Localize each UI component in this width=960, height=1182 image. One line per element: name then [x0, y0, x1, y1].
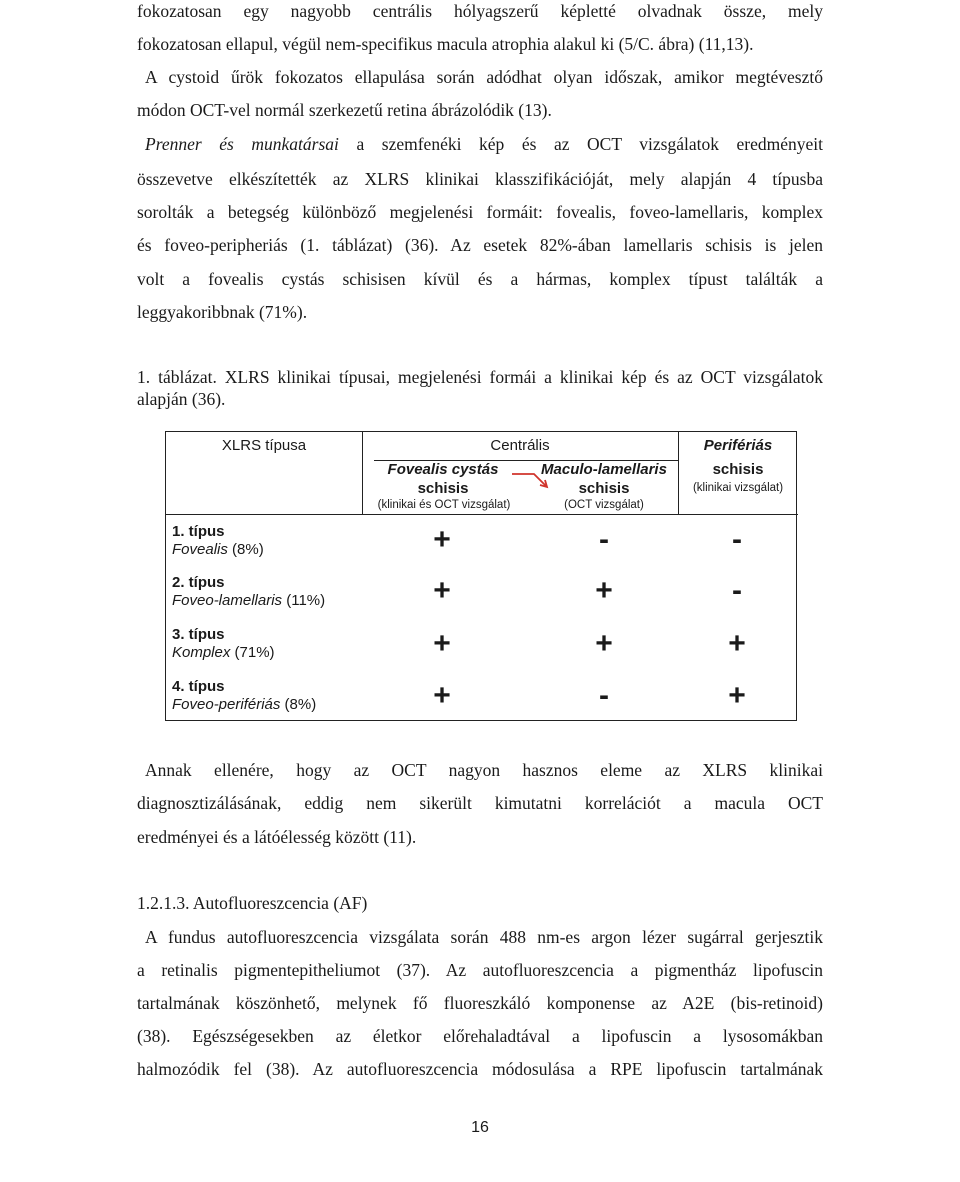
paragraph-line: módon OCT-vel normál szerkezetű retina ábrázolódik (13).	[137, 100, 552, 120]
paragraph-line: a retinalis pigmentepitheliumot (37). Az autofluoreszcencia a pigmentház lipofuscin	[137, 960, 823, 980]
paragraph-line: sorolták a betegség különböző megjelenési formáit: fovealis, foveo-lamellaris, komplex	[137, 202, 823, 222]
table-cell: -	[732, 574, 742, 607]
section-heading: 1.2.1.3. Autofluoreszcencia (AF)	[137, 893, 368, 913]
paragraph-line: A fundus autofluoreszcencia vizsgálata során 488 nm-es argon lézer sugárral gerjesztik	[145, 927, 823, 947]
paragraph-line: (38). Egészségesekben az életkor előrehaladtával a lipofuscin a lysosomákban	[137, 1026, 823, 1046]
paragraph-line: halmozódik fel (38). Az autofluoreszcencia módosulása a RPE lipofuscin tartalmának	[137, 1059, 823, 1079]
table-cell: +	[595, 627, 613, 660]
xlrs-type-header: XLRS típusa	[221, 437, 307, 454]
paragraph-line: és foveo-peripheriás (1. táblázat) (36). Az esetek 82%-ában lamellaris schisis is jelen	[137, 235, 823, 255]
fovealis-subheader: schisis	[417, 480, 469, 497]
peripheral-header: Perifériás	[703, 437, 773, 454]
table-row-label: 3. típus Komplex (71%)	[172, 626, 275, 661]
table-cell: +	[433, 523, 451, 556]
paragraph-line: összevetve elkészítették az XLRS klinikai klasszifikációját, mely alapján 4 típusba	[137, 169, 823, 189]
paragraph-line: volt a fovealis cystás schisisen kívül és a hármas, komplex típust találták a	[137, 269, 823, 289]
paragraph-line: fokozatosan ellapul, végül nem-specifikus macula atrophia alakul ki (5/C. ábra) (11,13).	[137, 34, 754, 54]
table-row-label: 1. típus Fovealis (8%)	[172, 523, 264, 558]
paragraph-line	[145, 133, 823, 155]
arrow-right-icon	[510, 470, 550, 494]
paragraph-line: tartalmának köszönhető, melynek fő fluoreszkáló komponense az A2E (bis-retinoid)	[137, 993, 823, 1013]
paragraph-line: Annak ellenére, hogy az OCT nagyon hasznos eleme az XLRS klinikai	[145, 760, 823, 780]
peripheral-subheader: schisis	[712, 461, 764, 478]
table-row-label: 4. típus Foveo-perifériás (8%)	[172, 678, 317, 713]
paragraph-line: diagnosztizálásának, eddig nem sikerült kimutatni korrelációt a macula OCT	[137, 793, 823, 813]
table-divider	[166, 514, 798, 515]
paragraph-line: leggyakoribbnak (71%).	[137, 302, 308, 322]
author-names: Prenner és munkatársai	[145, 134, 339, 154]
fovealis-note: (klinikai és OCT vizsgálat)	[377, 499, 511, 511]
maculo-subheader: schisis	[578, 480, 630, 497]
paragraph-text: a szemfenéki kép és az OCT vizsgálatok eredményeit	[338, 134, 823, 154]
fovealis-header: Fovealis cystás	[387, 461, 499, 478]
table-caption: 1. táblázat. XLRS klinikai típusai, megjelenési formái a klinikai kép és az OCT vizsgálatok alapján (36).	[137, 367, 823, 409]
table-cell: +	[595, 574, 613, 607]
table-cell: -	[599, 679, 609, 712]
paragraph-line: fokozatosan egy nagyobb centrális hólyagszerű képletté olvadnak össze, mely	[137, 1, 823, 21]
maculo-header: Maculo-lamellaris	[541, 461, 667, 478]
table-cell: +	[433, 574, 451, 607]
table-cell: -	[732, 523, 742, 556]
table-cell: +	[728, 627, 746, 660]
paragraph-line: eredményei és a látóélesség között (11).	[137, 827, 417, 847]
table-cell: -	[599, 523, 609, 556]
peripheral-note: (klinikai vizsgálat)	[692, 482, 784, 494]
paragraph-line: A cystoid űrök fokozatos ellapulása során adódhat olyan időszak, amikor megtévesztő	[145, 67, 823, 87]
xlrs-classification-table	[165, 431, 797, 721]
table-cell: +	[728, 679, 746, 712]
central-header: Centrális	[490, 437, 550, 454]
table-cell: +	[433, 627, 451, 660]
table-cell: +	[433, 679, 451, 712]
table-row-label: 2. típus Foveo-lamellaris (11%)	[172, 574, 326, 609]
page-number: 16	[471, 1119, 489, 1136]
maculo-note: (OCT vizsgálat)	[564, 499, 644, 511]
